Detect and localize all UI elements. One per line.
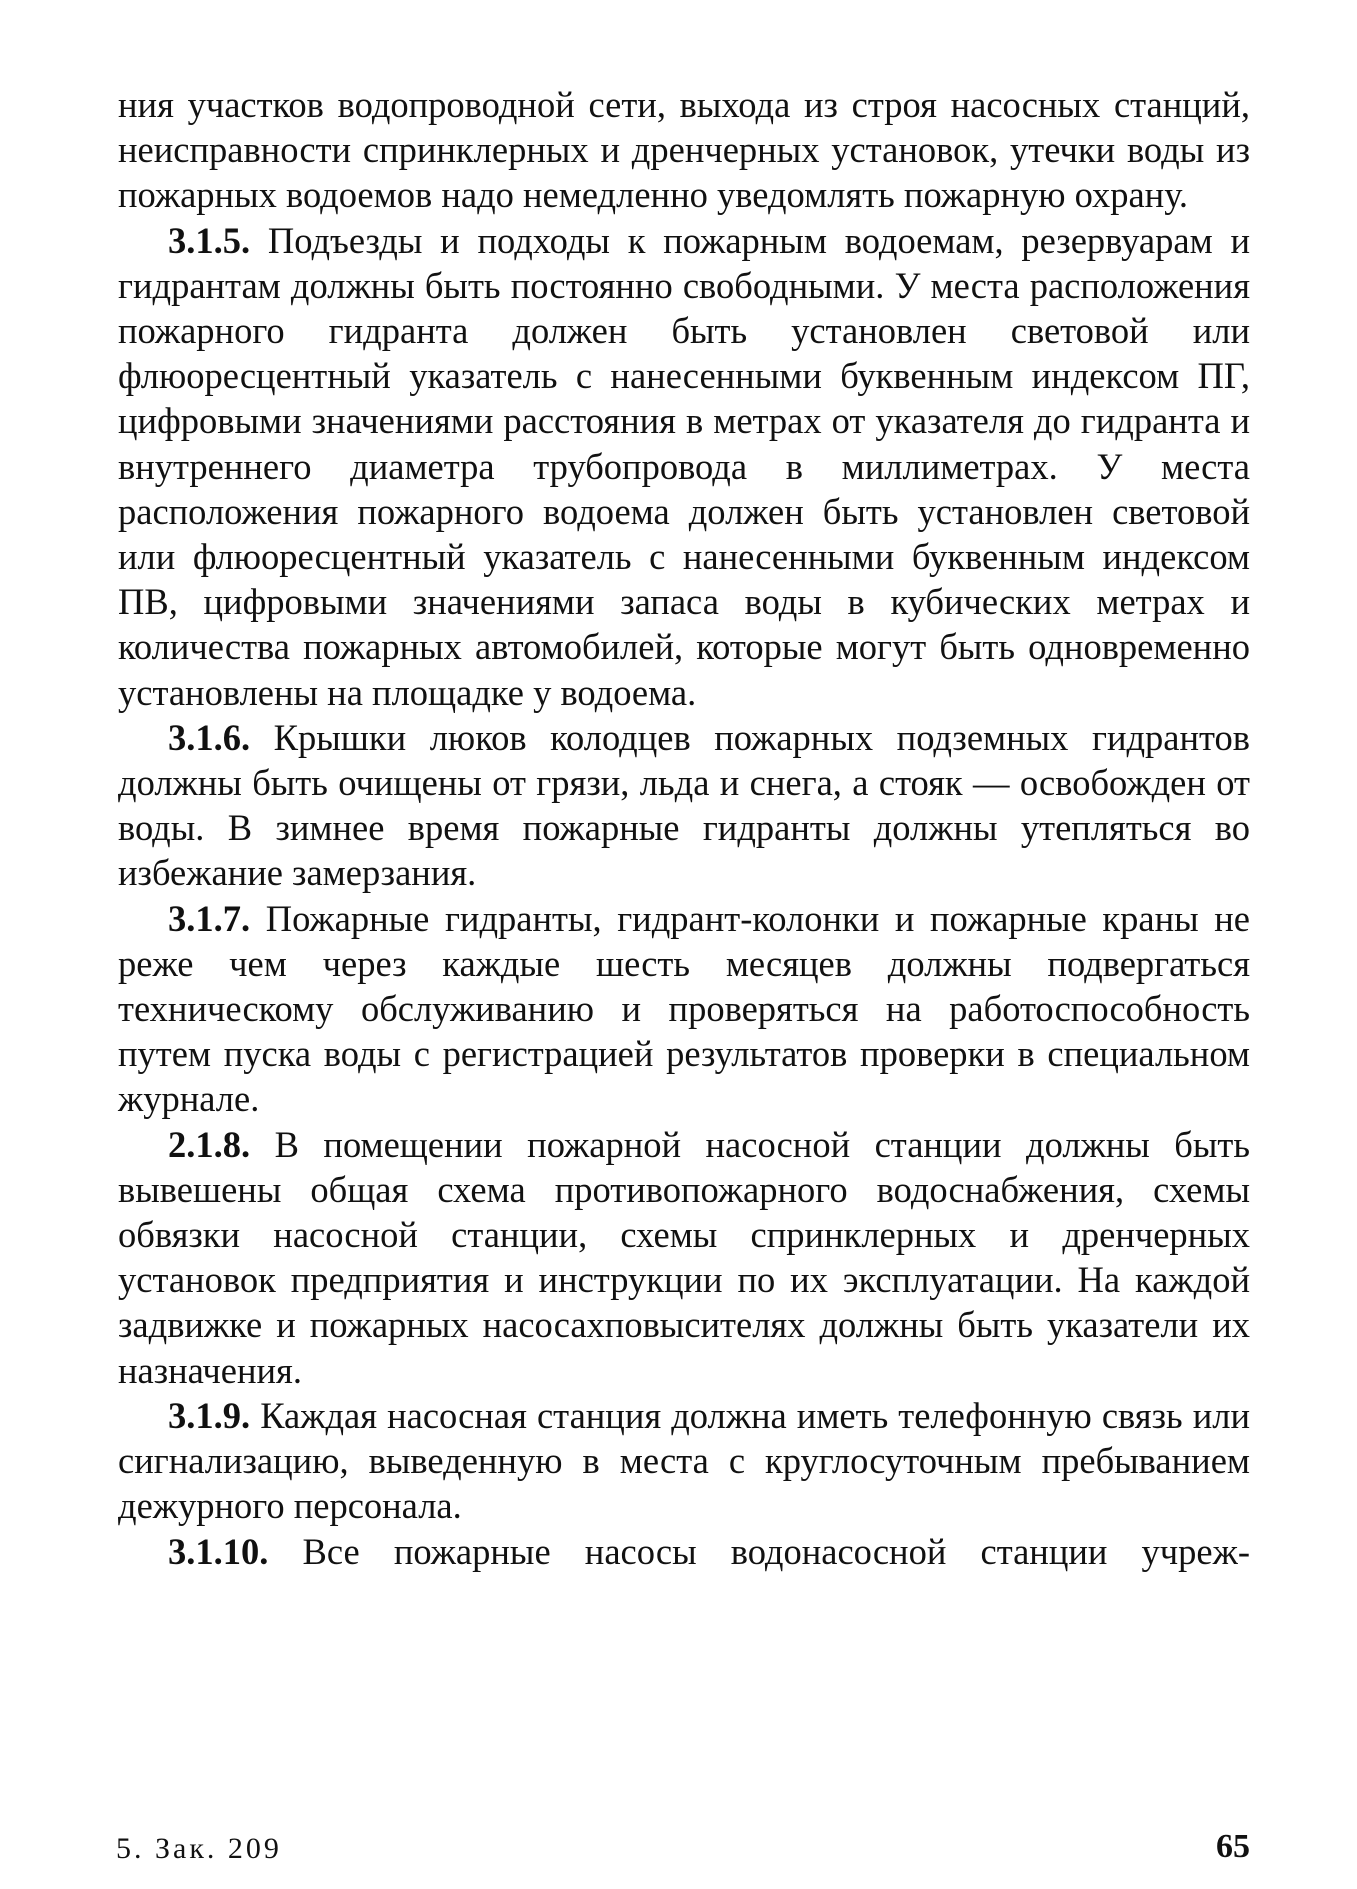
clause-number: 3.1.5. bbox=[168, 219, 251, 261]
printer-signature: 5. Зак. 209 bbox=[116, 1832, 282, 1865]
paragraph-text: Все пожарные насосы водонасосной станции учреж- bbox=[268, 1530, 1250, 1572]
clause-number: 3.1.7. bbox=[168, 897, 251, 939]
paragraph-3-1-9 bbox=[118, 1393, 1250, 1529]
clause-number: 3.1.6. bbox=[168, 716, 251, 758]
paragraph-3-1-5 bbox=[118, 218, 1250, 715]
paragraph-2-1-8 bbox=[118, 1122, 1250, 1393]
paragraph-text: ния участков водопроводной сети, выхода из строя насосных станций, неисправности спринклерных и дренчерных установок, утечки воды из пожарных водоемов надо немедленно уведомлять пожарную охрану. bbox=[118, 84, 1250, 216]
paragraph-text: Подъезды и подходы к пожарным водоемам, резервуарам и гидрантам должны быть постоянно свободными. У места расположения пожарного гидранта должен быть установлен световой или флюоресцентный указатель с нанесенными буквенным индексом ПГ, цифровыми значениями расстояния в метрах от указателя до гидранта и внутреннего диаметра трубопровода в миллиметрах. У места расположения пожарного водоема должен быть установлен световой или флюоресцентный указатель с нанесенными буквенным индексом ПВ, цифровыми значениями запаса воды в кубических метрах и количества пожарных автомобилей, которые могут быть одновременно установлены на площадке у водоема. bbox=[118, 219, 1250, 713]
clause-number: 2.1.8. bbox=[168, 1123, 251, 1165]
page-number: 65 bbox=[1216, 1828, 1250, 1865]
paragraph-3-1-10 bbox=[118, 1529, 1250, 1574]
paragraph-continued bbox=[118, 82, 1250, 218]
clause-number: 3.1.10. bbox=[168, 1530, 269, 1572]
paragraph-3-1-6 bbox=[118, 715, 1250, 896]
paragraph-text: Каждая насосная станция должна иметь телефонную связь или сигнализацию, выведенную в места с круглосуточным пребыванием дежурного персонала. bbox=[118, 1394, 1250, 1527]
clause-number: 3.1.9. bbox=[168, 1394, 251, 1436]
body-text bbox=[118, 82, 1250, 1574]
paragraph-text: Пожарные гидранты, гидрант-колонки и пожарные краны не реже чем через каждые шесть месяцев должны подвергаться техническому обслуживанию и проверяться на работоспособность путем пуска воды с регистрацией результатов проверки в специальном журнале. bbox=[118, 897, 1250, 1120]
page-footer bbox=[116, 1828, 1250, 1872]
paragraph-3-1-7 bbox=[118, 896, 1250, 1122]
paragraph-text: Крышки люков колодцев пожарных подземных гидрантов должны быть очищены от грязи, льда и снега, а стояк — освобожден от воды. В зимнее время пожарные гидранты должны утепляться во избежание замерзания. bbox=[118, 716, 1250, 894]
paragraph-text: В помещении пожарной насосной станции должны быть вывешены общая схема противопожарного водоснабжения, схемы обвязки насосной станции, схемы спринклерных и дренчерных установок предприятия и инструкции по их эксплуатации. На каждой задвижке и пожарных насосахповысителях должны быть указатели их назначения. bbox=[118, 1123, 1250, 1391]
